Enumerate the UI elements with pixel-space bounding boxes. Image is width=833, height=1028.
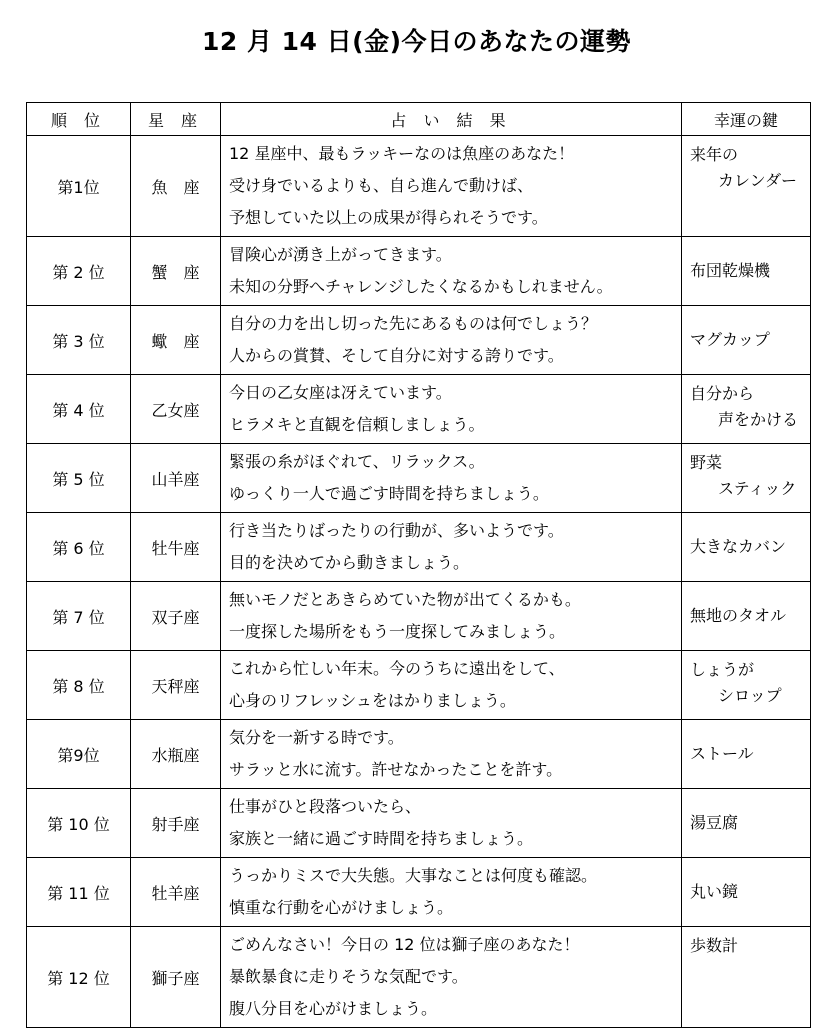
result-cell (221, 651, 682, 720)
result-line: 心身のリフレッシュをはかりましょう。 (229, 691, 516, 710)
lucky-key-line: 声をかける (718, 410, 799, 429)
sign-cell: 双子座 (131, 582, 221, 651)
lucky-key-line: 歩数計 (690, 936, 739, 955)
result-line: 行き当たりばったりの行動が、多いようです。 (229, 521, 564, 540)
lucky-key-line: カレンダー (718, 171, 797, 190)
sign-cell: 山羊座 (131, 444, 221, 513)
header-rank: 順 位 (27, 103, 131, 136)
result-line: 冒険心が湧き上がってきます。 (229, 245, 452, 264)
result-line: 予想していた以上の成果が得られそうです。 (229, 208, 548, 227)
lucky-key-cell (682, 582, 811, 651)
sign-cell: 乙女座 (131, 375, 221, 444)
rank-cell: 第9位 (27, 720, 131, 789)
header-sign: 星 座 (131, 103, 221, 136)
rank-cell: 第 10 位 (27, 789, 131, 858)
result-cell (221, 858, 682, 927)
lucky-key-cell (682, 444, 811, 513)
rank-cell: 第 5 位 (27, 444, 131, 513)
table-row (27, 720, 811, 789)
result-line: 人からの賞賛、そして自分に対する誇りです。 (229, 346, 564, 365)
result-line: 一度探した場所をもう一度探してみましょう。 (229, 622, 566, 641)
rank-cell: 第 3 位 (27, 306, 131, 375)
table-row (27, 136, 811, 237)
sign-cell: 射手座 (131, 789, 221, 858)
sign-cell: 蠍 座 (131, 306, 221, 375)
lucky-key-line: 野菜 (690, 453, 723, 472)
result-line: 家族と一緒に過ごす時間を持ちましょう。 (229, 829, 534, 848)
sign-cell: 獅子座 (131, 927, 221, 1028)
lucky-key-line: 来年の (690, 145, 739, 164)
page-title: 12 月 14 日(金)今日のあなたの運勢 (201, 27, 632, 56)
lucky-key-cell (682, 789, 811, 858)
table-row (27, 444, 811, 513)
lucky-key-line: マグカップ (690, 330, 770, 349)
result-line: ヒラメキと直観を信頼しましょう。 (229, 415, 485, 434)
sign-cell: 水瓶座 (131, 720, 221, 789)
result-line: 目的を決めてから動きましょう。 (229, 553, 470, 572)
lucky-key-cell (682, 927, 811, 1028)
result-cell (221, 513, 682, 582)
lucky-key-cell (682, 237, 811, 306)
lucky-key-line: 無地のタオル (690, 606, 787, 625)
fortune-table (26, 102, 811, 1028)
result-line: これから忙しい年末。今のうちに遠出をして、 (229, 659, 565, 678)
lucky-key-cell (682, 136, 811, 237)
lucky-key-cell (682, 720, 811, 789)
result-line: 緊張の糸がほぐれて、リラックス。 (229, 452, 485, 471)
table-header-row (27, 103, 811, 136)
lucky-key-cell (682, 306, 811, 375)
lucky-key-cell (682, 858, 811, 927)
result-line: 今日の乙女座は冴えています。 (229, 383, 452, 402)
result-line: 気分を一新する時です。 (229, 728, 404, 747)
rank-cell: 第 11 位 (27, 858, 131, 927)
sign-cell: 牡羊座 (131, 858, 221, 927)
table-row (27, 582, 811, 651)
table-row (27, 513, 811, 582)
lucky-key-line: 自分から (690, 384, 755, 403)
result-line: 無いモノだとあきらめていた物が出てくるかも。 (229, 590, 581, 609)
table-row (27, 651, 811, 720)
result-cell (221, 306, 682, 375)
rank-cell: 第 2 位 (27, 237, 131, 306)
rank-cell: 第 8 位 (27, 651, 131, 720)
result-cell (221, 720, 682, 789)
table-row (27, 306, 811, 375)
sign-cell: 牡牛座 (131, 513, 221, 582)
lucky-key-line: 丸い鏡 (690, 882, 739, 901)
table-row (27, 375, 811, 444)
rank-cell: 第1位 (27, 136, 131, 237)
result-cell (221, 375, 682, 444)
sign-cell: 魚 座 (131, 136, 221, 237)
result-cell (221, 444, 682, 513)
result-cell (221, 789, 682, 858)
table-row (27, 789, 811, 858)
lucky-key-line: ストール (690, 744, 754, 763)
result-line: 未知の分野へチャレンジしたくなるかもしれません。 (229, 277, 613, 296)
result-cell (221, 136, 682, 237)
sign-cell: 蟹 座 (131, 237, 221, 306)
result-line: 受け身でいるよりも、自ら進んで動けば、 (229, 176, 534, 195)
table-row (27, 237, 811, 306)
result-line: 慎重な行動を心がけましょう。 (229, 898, 454, 917)
lucky-key-line: 大きなカバン (690, 537, 787, 556)
rank-cell: 第 7 位 (27, 582, 131, 651)
sign-cell: 天秤座 (131, 651, 221, 720)
lucky-key-line: スティック (718, 479, 797, 498)
header-result: 占 い 結 果 (221, 103, 682, 136)
table-row (27, 858, 811, 927)
result-line: 12 星座中、最もラッキーなのは魚座のあなた！ (229, 144, 575, 163)
result-line: 自分の力を出し切った先にあるものは何でしょう？ (229, 314, 598, 333)
rank-cell: 第 6 位 (27, 513, 131, 582)
header-key: 幸運の鍵 (682, 103, 811, 136)
result-cell (221, 582, 682, 651)
rank-cell: 第 12 位 (27, 927, 131, 1028)
table-row (27, 927, 811, 1028)
lucky-key-line: しょうが (690, 660, 755, 679)
lucky-key-cell (682, 651, 811, 720)
result-line: ごめんなさい！今日の 12 位は獅子座のあなた！ (229, 935, 580, 954)
lucky-key-line: シロップ (718, 686, 782, 705)
lucky-key-line: 湯豆腐 (690, 813, 739, 832)
result-line: ゆっくり一人で過ごす時間を持ちましょう。 (229, 484, 549, 503)
lucky-key-cell (682, 375, 811, 444)
result-line: 腹八分目を心がけましょう。 (229, 999, 438, 1018)
lucky-key-cell (682, 513, 811, 582)
result-line: 暴飲暴食に走りそうな気配です。 (229, 967, 468, 986)
result-cell (221, 927, 682, 1028)
result-line: サラッと水に流す。許せなかったことを許す。 (229, 760, 563, 779)
rank-cell: 第 4 位 (27, 375, 131, 444)
result-cell (221, 237, 682, 306)
lucky-key-line: 布団乾燥機 (690, 261, 771, 280)
result-line: 仕事がひと段落ついたら、 (229, 797, 422, 816)
result-line: うっかりミスで大失態。大事なことは何度も確認。 (229, 866, 598, 885)
